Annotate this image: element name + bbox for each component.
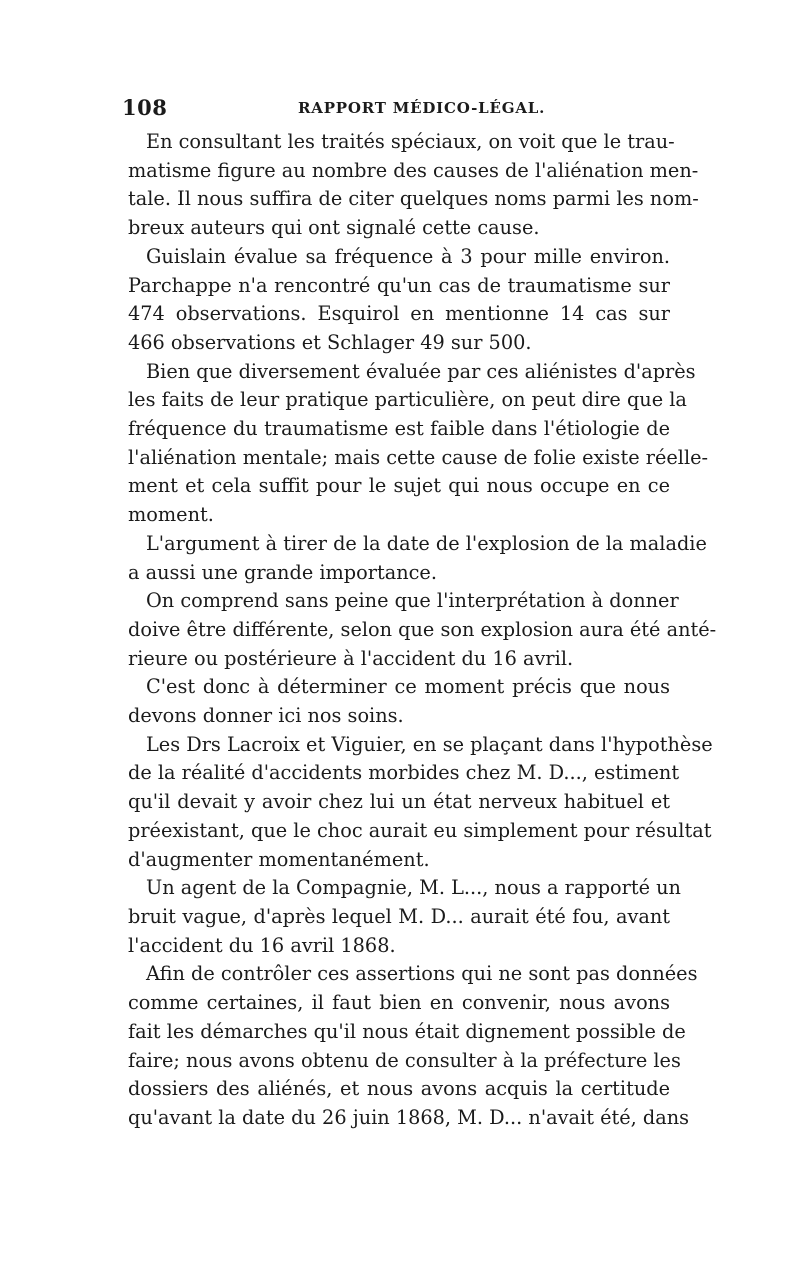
text-line: de la réalité d'accidents morbides chez M. D..., estiment	[128, 761, 680, 785]
text-line: tale. Il nous suffira de citer quelques noms parmi les nom-	[128, 187, 699, 211]
text-line: dossiers des aliénés, et nous avons acquis la certitude	[128, 1077, 670, 1101]
page-number: 108	[122, 95, 168, 120]
paragraph	[128, 874, 681, 960]
text-line: ment et cela suffit pour le sujet qui nous occupe en ce	[128, 474, 670, 498]
text-line: On comprend sans peine que l'interprétation à donner	[146, 589, 679, 613]
paragraph	[128, 358, 709, 530]
text-line: Parchappe n'a rencontré qu'un cas de traumatisme sur	[128, 273, 670, 297]
text-line: fréquence du traumatisme est faible dans l'étiologie de	[128, 417, 670, 441]
text-line: d'augmenter momentanément.	[128, 847, 430, 871]
text-line: Guislain évalue sa fréquence à 3 pour mille environ.	[146, 244, 670, 268]
text-line: les faits de leur pratique particulière, on peut dire que la	[128, 388, 687, 412]
text-line: 466 observations et Schlager 49 sur 500.	[128, 330, 532, 354]
text-line: rieure ou postérieure à l'accident du 16 avril.	[128, 646, 574, 670]
text-line: préexistant, que le choc aurait eu simplement pour résultat	[128, 818, 712, 842]
text-line: L'argument à tirer de la date de l'explosion de la maladie	[146, 531, 707, 555]
paragraph	[128, 960, 698, 1132]
text-line: faire; nous avons obtenu de consulter à la préfecture les	[128, 1048, 681, 1072]
text-line: qu'il devait y avoir chez lui un état nerveux habituel et	[128, 790, 670, 814]
running-head: RAPPORT MÉDICO-LÉGAL.	[298, 99, 546, 117]
text-line: l'aliénation mentale; mais cette cause de folie existe réelle-	[128, 445, 709, 469]
page-header	[120, 95, 680, 121]
text-line: Afin de contrôler ces assertions qui ne sont pas données	[146, 962, 698, 986]
text-line: bruit vague, d'après lequel M. D... aurait été fou, avant	[128, 904, 670, 928]
text-line: comme certaines, il faut bien en convenir, nous avons	[128, 991, 670, 1015]
text-line: breux auteurs qui ont signalé cette cause.	[128, 216, 540, 240]
text-line: qu'avant la date du 26 juin 1868, M. D... n'avait été, dans	[128, 1105, 690, 1129]
text-line: Bien que diversement évaluée par ces aliénistes d'après	[146, 359, 696, 383]
text-line: Un agent de la Compagnie, M. L..., nous a rapporté un	[146, 876, 681, 900]
paragraph	[128, 673, 670, 730]
paragraph	[128, 587, 717, 673]
paragraph	[128, 530, 707, 587]
text-line: a aussi une grande importance.	[128, 560, 437, 584]
text-line: devons donner ici nos soins.	[128, 704, 404, 728]
paragraph	[128, 731, 713, 875]
text-line: En consultant les traités spéciaux, on voit que le trau-	[146, 130, 675, 153]
text-line: moment.	[128, 503, 214, 527]
paragraph	[128, 128, 699, 243]
body-text	[128, 128, 717, 1133]
text-line: fait les démarches qu'il nous était dignement possible de	[128, 1019, 686, 1043]
text-line: C'est donc à déterminer ce moment précis que nous	[146, 675, 670, 699]
text-line: matisme figure au nombre des causes de l'aliénation men-	[128, 158, 699, 182]
text-line: l'accident du 16 avril 1868.	[128, 933, 396, 957]
text-line: doive être différente, selon que son explosion aura été anté-	[128, 617, 717, 641]
paragraph	[128, 243, 670, 358]
text-line: 474 observations. Esquirol en mentionne 14 cas sur	[128, 302, 670, 326]
text-line: Les Drs Lacroix et Viguier, en se plaçant dans l'hypothèse	[146, 732, 713, 756]
